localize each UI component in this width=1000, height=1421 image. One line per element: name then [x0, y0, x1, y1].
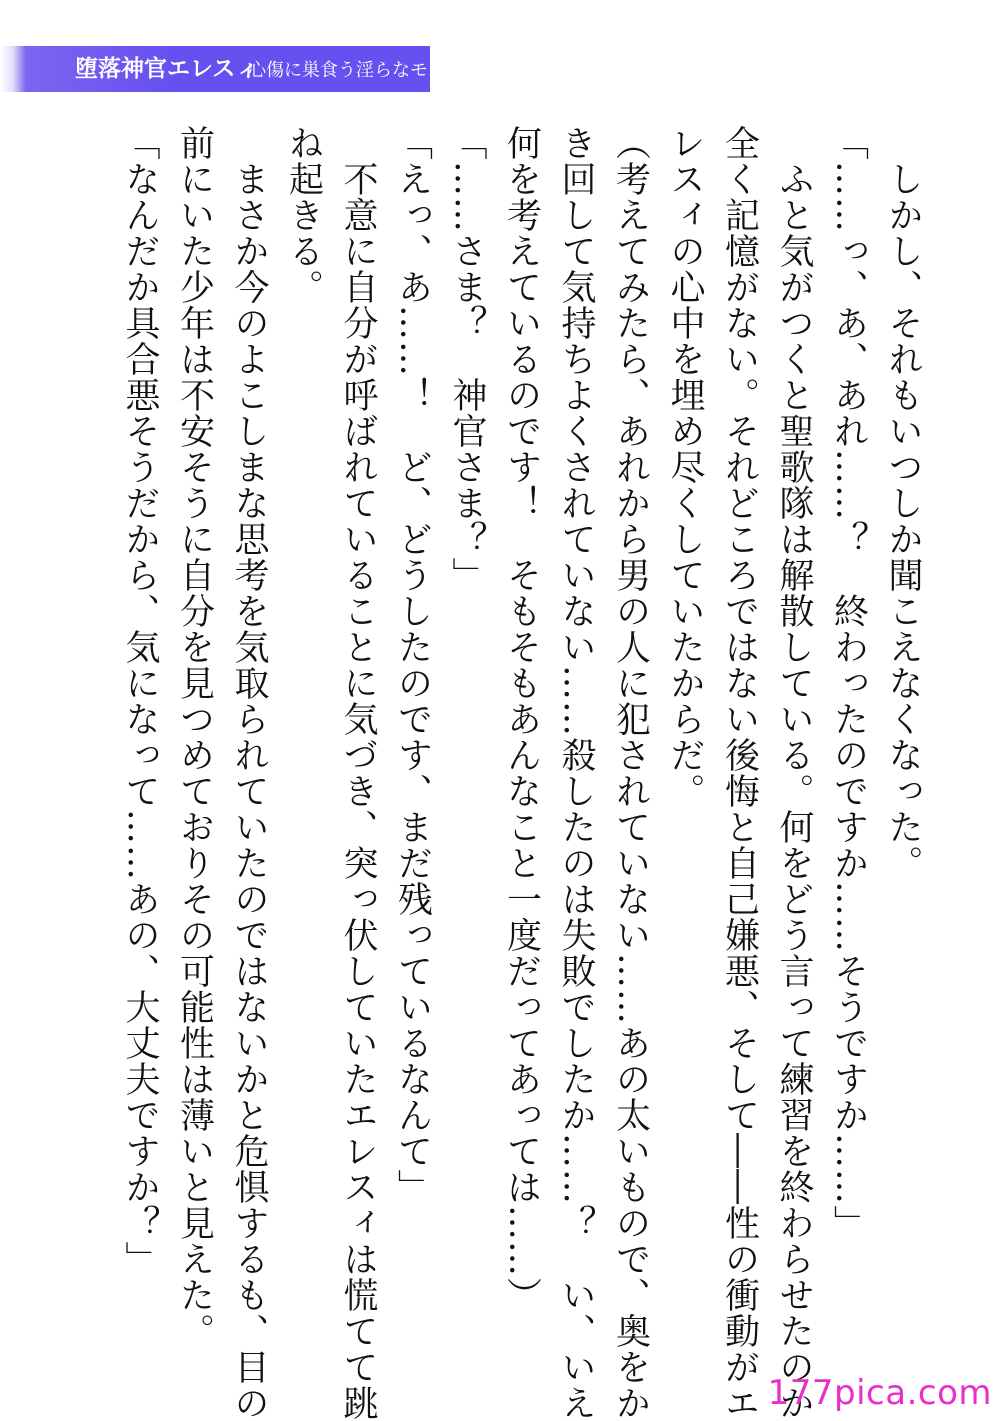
text-line: レスィの心中を埋め尽くしていたからだ。: [665, 125, 705, 809]
text-line: まさか今のよこしまな思考を気取られていたのではないかと危惧するも、目の: [229, 125, 269, 1421]
text-line: 「……さま？ 神官さま？」: [447, 125, 487, 593]
text-line: ね起きる。: [283, 125, 324, 305]
book-title: 堕落神官エレスィ: [75, 55, 259, 82]
text-line: 全く記憶がない。それどころではない後悔と自己嫌悪、そして――性の衝動がエ: [719, 125, 760, 1421]
chapter-subtitle: 心傷に巣食う淫らなモノ: [248, 60, 446, 81]
text-line: しかし、それもいつしか聞こえなくなった。: [883, 125, 923, 881]
text-line: 「えっ、あ……！ ど、どうしたのです、まだ残っているなんて」: [392, 125, 433, 1205]
text-line: 不意に自分が呼ばれていることに気づき、突っ伏していたエレスィは慌てて跳: [338, 125, 378, 1421]
text-line: 「なんだか具合悪そうだから、気になって……あの、大丈夫ですか？」: [120, 125, 160, 1277]
text-line: 「……っ、あ、あれ……？ 終わったのですか……そうですか……」: [828, 125, 869, 1241]
text-line: （考えてみたら、あれから男の人に犯されていない……あの太いもので、奥をか: [610, 125, 651, 1421]
watermark: 177pica.com: [767, 1373, 992, 1413]
header-band: [0, 46, 446, 92]
text-line: ふと気がつくと聖歌隊は解散している。何をどう言って練習を終わらせたのか: [774, 125, 814, 1421]
vertical-body-text: [50, 125, 930, 1421]
text-line: 何を考えているのです！ そもそもあんなこと一度だってあっては……）: [501, 125, 542, 1313]
text-line: き回して気持ちよくされていない……殺したのは失敗でしたか……？ い、いえ: [556, 125, 596, 1421]
text-line: 前にいた少年は不安そうに自分を見つめておりその可能性は薄いと見えた。: [174, 125, 215, 1349]
